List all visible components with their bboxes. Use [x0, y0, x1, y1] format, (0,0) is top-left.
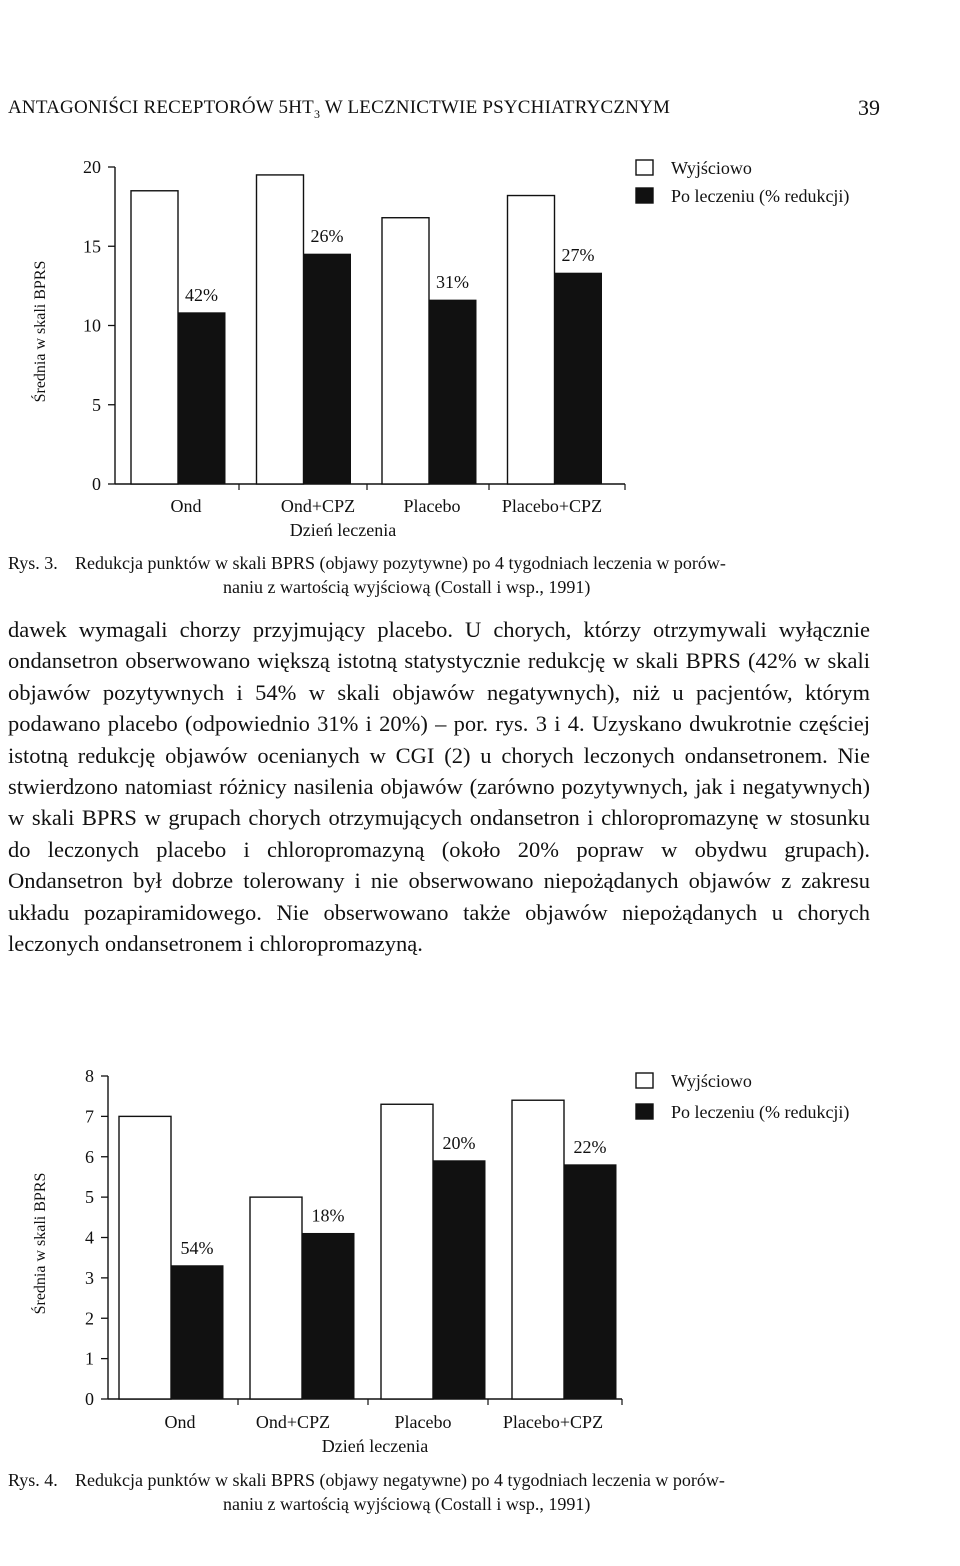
bar-reduction-label: 31% — [436, 272, 469, 293]
y-tick-label: 1 — [85, 1348, 94, 1369]
chart-figure-4 — [0, 1060, 960, 1465]
figure-3 — [0, 140, 960, 565]
y-tick-label: 3 — [85, 1267, 94, 1288]
caption-line-2: naniu z wartością wyjściową (Costall i wsp., 1991) — [223, 1494, 591, 1514]
category-label: Ond+CPZ — [255, 1412, 331, 1432]
legend-swatch — [636, 1073, 653, 1088]
legend-entry: Po leczeniu (% redukcji) — [671, 1102, 850, 1122]
legend-entry: Wyjściowo — [671, 1071, 752, 1091]
y-tick-label: 5 — [85, 1187, 94, 1208]
category-label: Ond — [164, 1412, 196, 1432]
caption-line-2: naniu z wartością wyjściową (Costall i wsp., 1991) — [223, 577, 591, 597]
bar-baseline — [250, 1197, 302, 1399]
y-tick-label: 6 — [85, 1146, 94, 1167]
bar-reduction-label: 26% — [310, 226, 344, 247]
category-label: Placebo+CPZ — [502, 1412, 604, 1432]
figure-4-caption — [8, 1468, 888, 1516]
category-label: Placebo — [394, 1412, 452, 1432]
figure-3-caption — [8, 551, 888, 599]
y-tick-label: 7 — [85, 1106, 94, 1127]
bar-after-treatment — [171, 1266, 223, 1399]
body-paragraph: dawek wymagali chorzy przyjmujący placebo. U chorych, którzy otrzymywali wyłącznie ondansetron obserwowano większą istotną statystycznie redukcję w skali BPRS (42% w skali objawów pozytywnych i 54% w skali objawów negatywnych), niż u pacjentów, którym podawano placebo (odpowiednio 31% i 20%) – por. rys. 3 i 4. Uzyskano dwukrotnie częściej istotną redukcję objawów ocenianych w CGI (2) u chorych leczonych ondansetronem. Nie stwierdzono natomiast różnicy nasilenia objawów (zarówno pozytywnych, jak i negatywnych) w skali BPRS w grupach chorych otrzymujących ondansetron i chloropromazynę w stosunku do leczonych placebo i chloropromazyną (około 20% popraw w obydwu grupach). Ondansetron był dobrze tolerowany i nie obserwowano niepożądanych objawów z zakresu układu pozapiramidowego. Nie obserwowano także objawów niepożądanych u chorych leczonych ondansetronem i chloropromazyną. — [8, 617, 870, 957]
bar-baseline — [119, 1116, 171, 1399]
bar-reduction-label: 20% — [442, 1132, 476, 1153]
bar-baseline — [131, 191, 178, 484]
y-tick-label: 0 — [85, 1389, 94, 1409]
y-tick-label: 8 — [85, 1066, 94, 1086]
y-tick-label: 2 — [85, 1308, 94, 1329]
legend-swatch — [636, 188, 653, 203]
bar-reduction-label: 27% — [561, 245, 595, 266]
bar-after-treatment — [433, 1161, 485, 1399]
bar-reduction-label: 18% — [311, 1205, 345, 1226]
y-tick-label: 0 — [92, 474, 101, 494]
bar-baseline — [381, 1104, 433, 1399]
x-axis-label: Dzień leczenia — [321, 1436, 429, 1456]
bar-after-treatment — [302, 1233, 354, 1399]
bar-after-treatment — [178, 313, 225, 484]
running-title: ANTAGONIŚCI RECEPTORÓW $5HT_3$ W LECZNICTWIE PSYCHIATRYCZNYM — [8, 97, 671, 121]
bar-reduction-label: 42% — [185, 284, 218, 305]
body-text — [8, 614, 870, 959]
chart-figure-3 — [0, 140, 960, 565]
bar-reduction-label: 22% — [573, 1136, 607, 1157]
legend-swatch — [636, 160, 653, 175]
caption-line-1: Redukcja punktów w skali BPRS (objawy pozytywne) po 4 tygodniach leczenia w porów- — [75, 553, 726, 573]
bar-after-treatment — [564, 1165, 616, 1399]
figure-4 — [0, 1060, 960, 1465]
page-number: 39 — [858, 95, 880, 120]
caption-number: Rys. 4. — [8, 1470, 58, 1490]
bar-baseline — [382, 218, 429, 484]
bar-baseline — [512, 1100, 564, 1399]
y-tick-label: 5 — [92, 394, 101, 415]
y-tick-label: 15 — [83, 236, 101, 257]
category-label: Ond — [170, 496, 202, 516]
bar-after-treatment — [429, 300, 476, 484]
running-head — [8, 92, 880, 124]
y-tick-label: 10 — [83, 315, 101, 336]
y-tick-label: 4 — [85, 1227, 94, 1248]
y-tick-label: 20 — [83, 157, 101, 177]
category-label: Ond+CPZ — [280, 496, 356, 516]
bar-reduction-label: 54% — [180, 1237, 214, 1258]
bar-baseline — [257, 175, 304, 484]
caption-number: Rys. 3. — [8, 553, 58, 573]
category-label: Placebo — [403, 496, 461, 516]
legend-swatch — [636, 1104, 653, 1119]
bar-baseline — [508, 196, 555, 484]
y-axis-label: Średnia w skali BPRS — [32, 1172, 49, 1315]
legend-entry: Po leczeniu (% redukcji) — [671, 186, 850, 206]
category-label: Placebo+CPZ — [501, 496, 603, 516]
caption-line-1: Redukcja punktów w skali BPRS (objawy negatywne) po 4 tygodniach leczenia w porów- — [75, 1470, 725, 1490]
legend-entry: Wyjściowo — [671, 158, 752, 178]
y-axis-label: Średnia w skali BPRS — [32, 260, 49, 403]
bar-after-treatment — [304, 254, 351, 484]
bar-after-treatment — [555, 273, 602, 484]
x-axis-label: Dzień leczenia — [289, 520, 397, 540]
